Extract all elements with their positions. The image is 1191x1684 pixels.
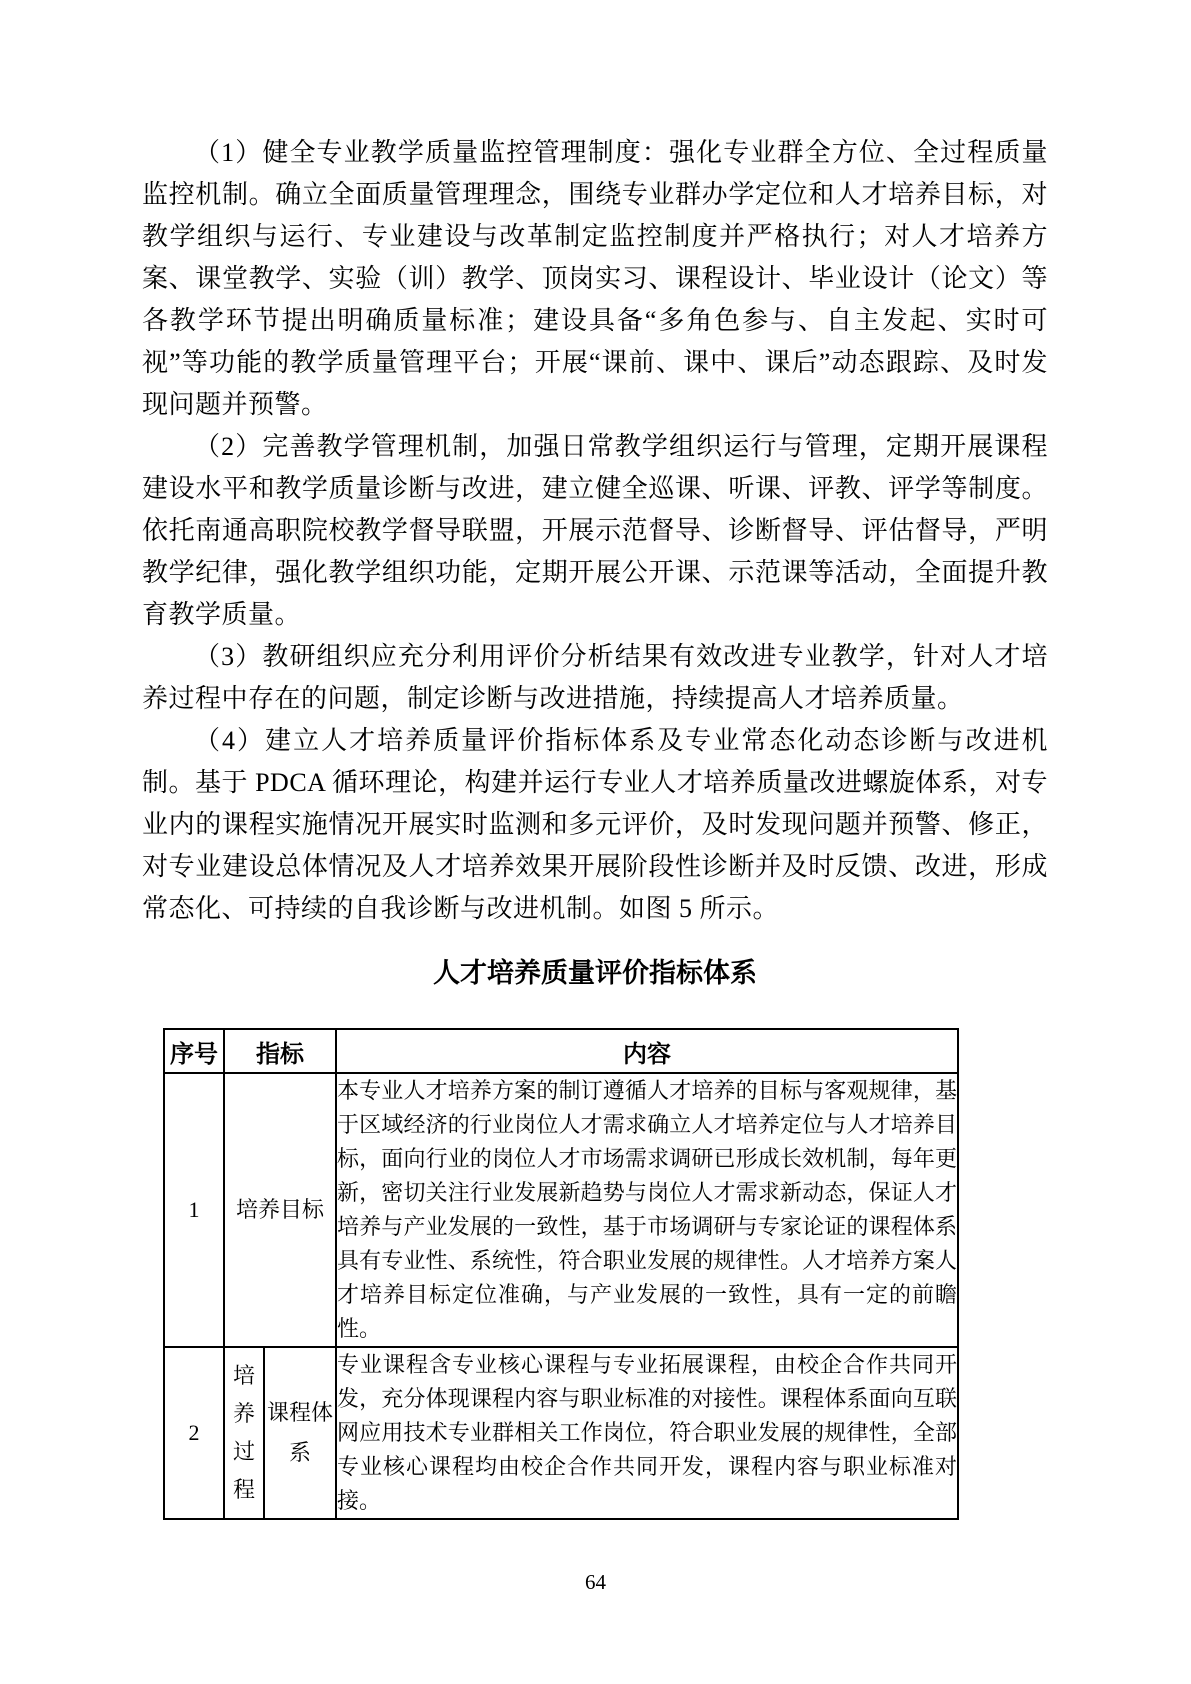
row2-no: 2 xyxy=(164,1347,224,1519)
row2-content: 专业课程含专业核心课程与专业拓展课程，由校企合作共同开发，充分体现课程内容与职业标准的对接性。课程体系面向互联网应用技术专业群相关工作岗位，符合职业发展的规律性，全部专业核心课程均由校企合作共同开发，课程内容与职业标准对接。 xyxy=(336,1347,958,1519)
paragraph-1: （1）健全专业教学质量监控管理制度：强化专业群全方位、全过程质量监控机制。确立全面质量管理理念，围绕专业群办学定位和人才培养目标，对教学组织与运行、专业建设与改革制定监控制度并严格执行；对人才培养方案、课堂教学、实验（训）教学、顶岗实习、课程设计、毕业设计（论文）等各教学环节提出明确质量标准；建设具备“多角色参与、自主发起、实时可视”等功能的教学质量管理平台；开展“课前、课中、课后”动态跟踪、及时发现问题并预警。 xyxy=(142,138,1048,419)
header-cell-no: 序号 xyxy=(164,1029,224,1073)
header-cell-indicator: 指标 xyxy=(224,1029,336,1073)
header-cell-content: 内容 xyxy=(336,1029,958,1073)
paragraph-3: （3）教研组织应充分利用评价分析结果有效改进专业教学，针对人才培养过程中存在的问题，制定诊断与改进措施，持续提高人才培养质量。 xyxy=(142,642,1048,713)
paragraph-4: （4）建立人才培养质量评价指标体系及专业常态化动态诊断与改进机制。基于 PDCA 循环理论，构建并运行专业人才培养质量改进螺旋体系，对专业内的课程实施情况开展实时监测和多元评价，及时发现问题并预警、修正，对专业建设总体情况及人才培养效果开展阶段性诊断并及时反馈、改进，形成常态化、可持续的自我诊断与改进机制。如图 5 所示。 xyxy=(142,726,1048,923)
row2-indicator-group: 培养过程 xyxy=(224,1347,264,1519)
table-header-row xyxy=(164,1029,958,1073)
table-row-2 xyxy=(164,1347,958,1519)
row1-content: 本专业人才培养方案的制订遵循人才培养的目标与客观规律，基于区域经济的行业岗位人才需求确立人才培养定位与人才培养目标，面向行业的岗位人才市场需求调研已形成长效机制，每年更新，密切关注行业发展新趋势与岗位人才需求新动态，保证人才培养与产业发展的一致性，基于市场调研与专家论证的课程体系具有专业性、系统性，符合职业发展的规律性。人才培养方案人才培养目标定位准确，与产业发展的一致性，具有一定的前瞻性。 xyxy=(336,1073,958,1347)
page-number: 64 xyxy=(585,1570,606,1594)
indicator-table xyxy=(163,1028,959,1520)
row1-no: 1 xyxy=(164,1073,224,1347)
paragraph-2: （2）完善教学管理机制，加强日常教学组织运行与管理，定期开展课程建设水平和教学质量诊断与改进，建立健全巡课、听课、评教、评学等制度。依托南通高职院校教学督导联盟，开展示范督导、诊断督导、评估督导，严明教学纪律，强化教学组织功能，定期开展公开课、示范课等活动，全面提升教育教学质量。 xyxy=(142,432,1048,629)
row1-indicator: 培养目标 xyxy=(224,1073,336,1347)
page-content xyxy=(142,132,1048,1520)
row2-indicator-sub: 课程体系 xyxy=(264,1347,336,1519)
table-row-1 xyxy=(164,1073,958,1347)
table-title: 人才培养质量评价指标体系 xyxy=(433,958,757,988)
